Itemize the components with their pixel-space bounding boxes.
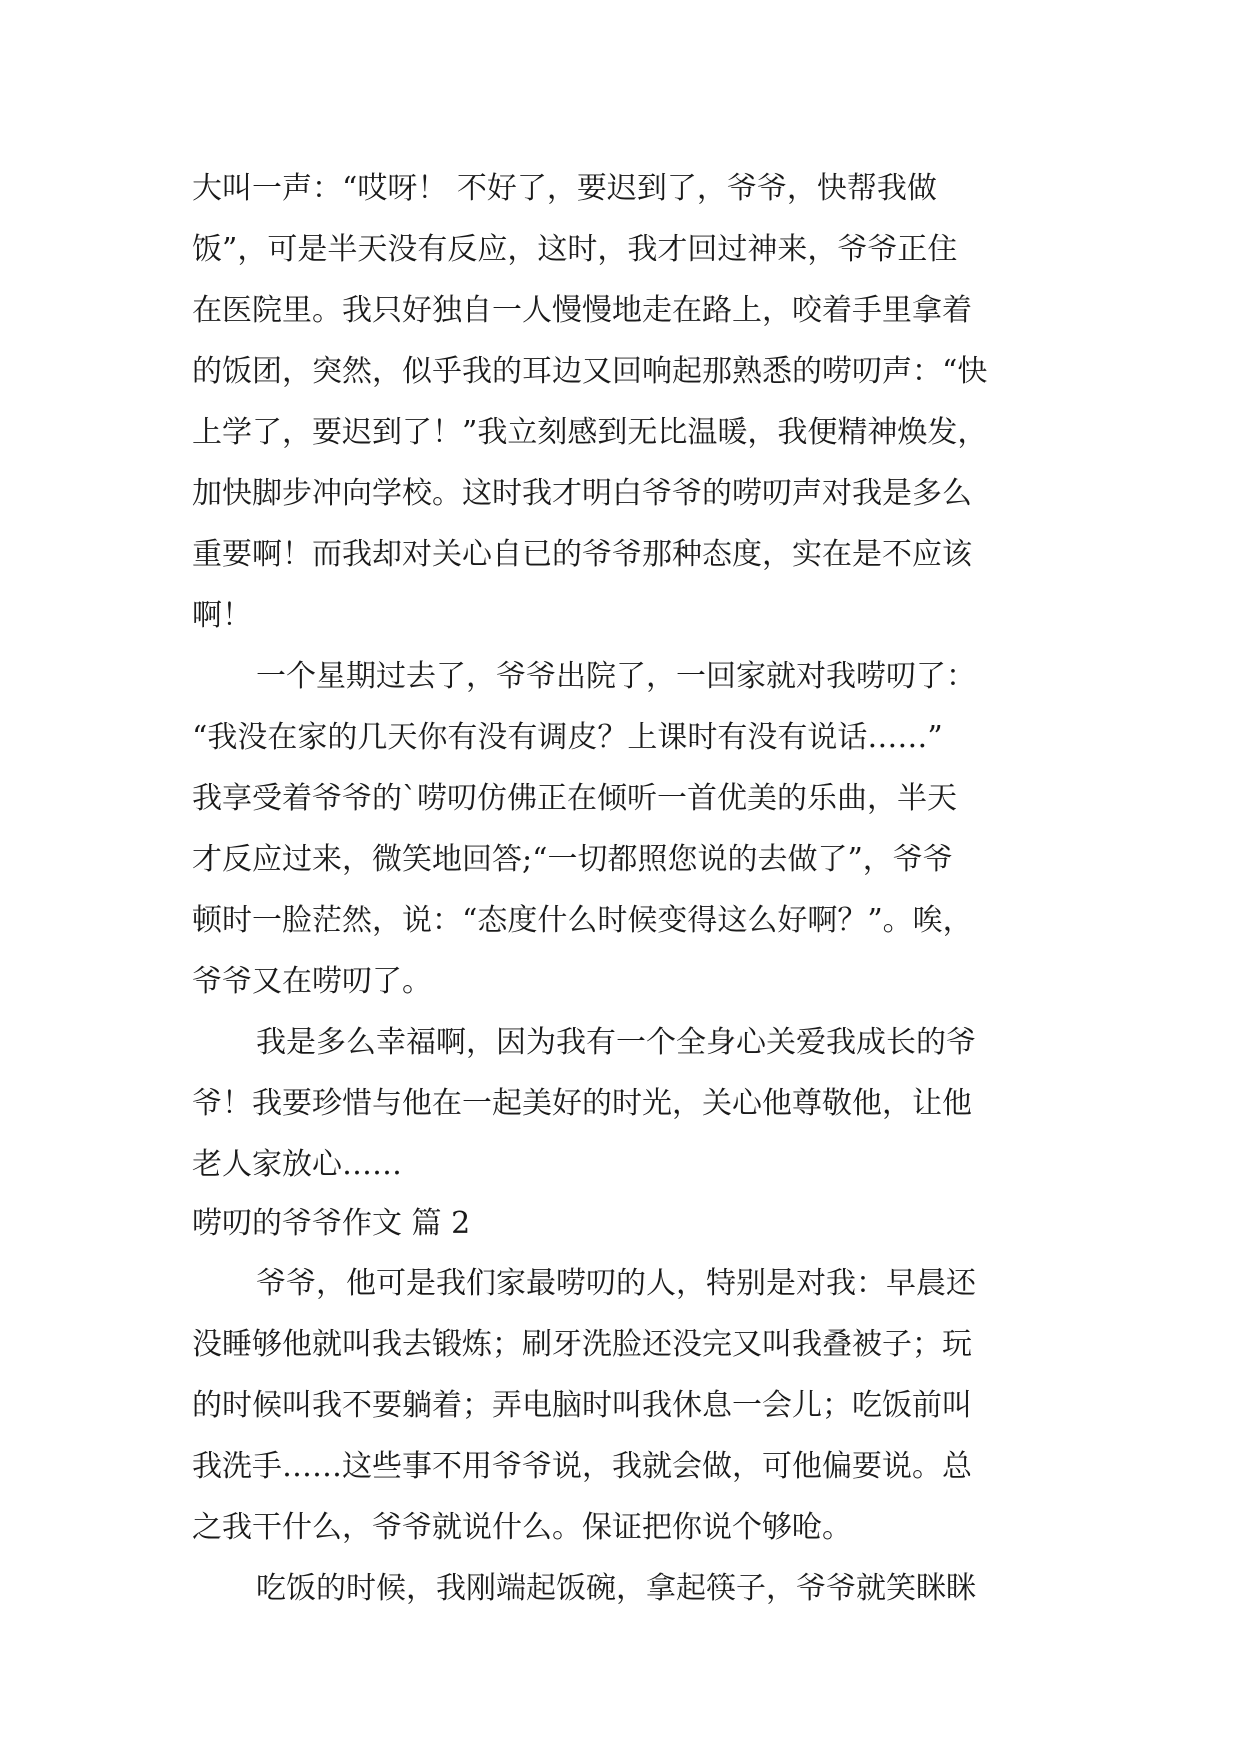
paragraph xyxy=(192,1558,1052,1619)
document-page xyxy=(192,158,1052,1619)
text-line: 大叫一声：“哎呀！ 不好了，要迟到了，爷爷，快帮我做 xyxy=(192,171,937,206)
text-line: 没睡够他就叫我去锻炼；刷牙洗脸还没完又叫我叠被子；玩 xyxy=(192,1327,972,1362)
text-line: 吃饭的时候，我刚端起饭碗，拿起筷子，爷爷就笑眯眯 xyxy=(256,1571,976,1606)
paragraph xyxy=(192,1253,1052,1558)
text-line: “我没在家的几天你有没有调皮？上课时有没有说话……” xyxy=(192,720,943,755)
text-line: 一个星期过去了，爷爷出院了，一回家就对我唠叨了： xyxy=(256,659,976,694)
text-line: 老人家放心…… xyxy=(192,1147,402,1182)
text-line: 加快脚步冲向学校。这时我才明白爷爷的唠叨声对我是多么 xyxy=(192,476,972,511)
text-line: 之我干什么，爷爷就说什么。保证把你说个够呛。 xyxy=(192,1510,852,1545)
paragraph xyxy=(192,646,1052,1012)
text-line: 啊！ xyxy=(192,598,252,633)
text-line: 饭”，可是半天没有反应，这时，我才回过神来，爷爷正住 xyxy=(192,232,958,267)
text-line: 爷爷又在唠叨了。 xyxy=(192,964,432,999)
text-line: 顿时一脸茫然，说：“态度什么时候变得这么好啊？”。唉， xyxy=(192,903,973,938)
text-line: 我洗手……这些事不用爷爷说，我就会做，可他偏要说。总 xyxy=(192,1449,972,1484)
text-line: 的饭团，突然，似乎我的耳边又回响起那熟悉的唠叨声：“快 xyxy=(192,354,988,389)
text-line: 我是多么幸福啊，因为我有一个全身心关爱我成长的爷 xyxy=(256,1025,976,1060)
text-line: 重要啊！而我却对关心自已的爷爷那种态度，实在是不应该 xyxy=(192,537,972,572)
text-line: 爷！我要珍惜与他在一起美好的时光，关心他尊敬他，让他 xyxy=(192,1086,972,1121)
text-line: 的时候叫我不要躺着；弄电脑时叫我休息一会儿；吃饭前叫 xyxy=(192,1388,972,1423)
text-line: 上学了，要迟到了！”我立刻感到无比温暖，我便精神焕发， xyxy=(192,415,988,450)
paragraph-continuation xyxy=(192,158,1052,646)
text-line: 我享受着爷爷的`唠叨仿佛正在倾听一首优美的乐曲，半天 xyxy=(192,781,957,816)
section-title: 唠叨的爷爷作文 篇 2 xyxy=(192,1206,471,1241)
text-line: 爷爷，他可是我们家最唠叨的人，特别是对我：早晨还 xyxy=(256,1266,976,1301)
text-line: 在医院里。我只好独自一人慢慢地走在路上，咬着手里拿着 xyxy=(192,293,972,328)
paragraph xyxy=(192,1012,1052,1195)
text-line: 才反应过来，微笑地回答;“一切都照您说的去做了”，爷爷 xyxy=(192,842,953,877)
